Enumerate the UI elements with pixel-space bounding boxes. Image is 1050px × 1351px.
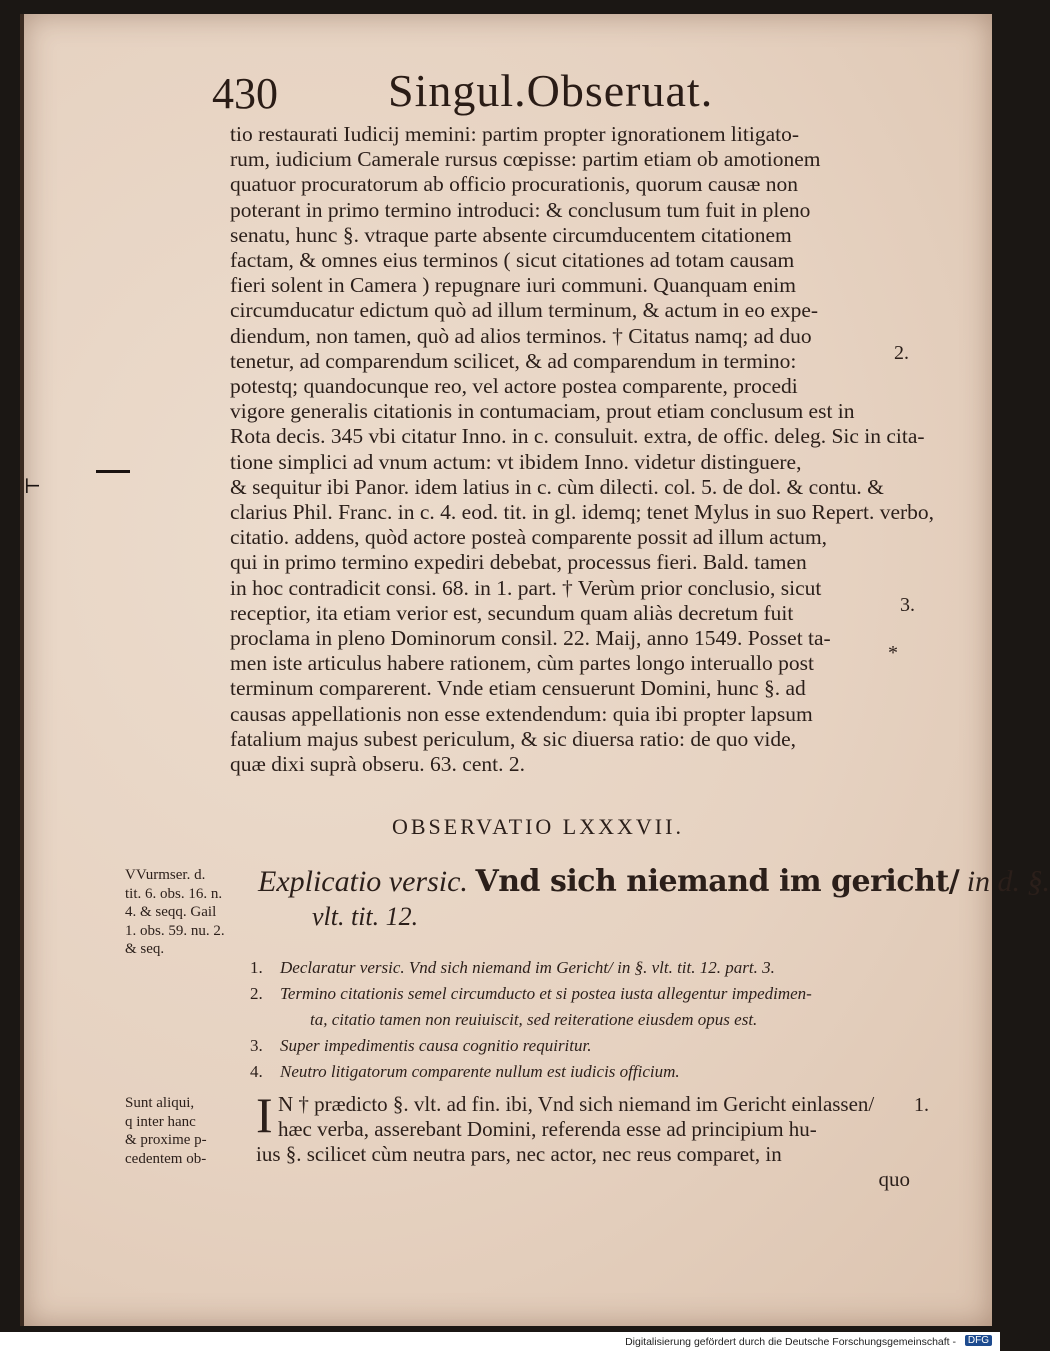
text-line: diendum, non tamen, quò ad alios terminos. † Citatus namq; ad duo [230,323,812,348]
drop-cap: I [256,1087,273,1143]
side-note-line: & seq. [125,941,165,957]
final-text-line: hæc verba, asserebant Domini, referenda esse ad principium hu- [278,1117,817,1141]
text-line: Rota decis. 345 vbi citatur Inno. in c. consuluit. extra, de offic. deleg. Sic in cita- [230,424,925,449]
text-line: tenetur, ad comparendum scilicet, & ad comparendum in termino: [230,348,797,373]
text-line: clarius Phil. Franc. in c. 4. eod. tit. in gl. idemq; tenet Mylus in suo Repert. verbo, [230,500,935,525]
text-line: terminum comparerent. Vnde etiam censuerunt Domini, hunc §. ad [230,676,806,701]
observation-heading: OBSERVATIO LXXXVII. [392,814,684,839]
main-text-block [230,122,935,777]
side-note-line: & proxime p- [125,1132,207,1148]
observation-title [258,864,1050,899]
side-note-line: q inter hanc [125,1113,196,1130]
summary-item [250,1007,910,1033]
summary-text: Declaratur versic. Vnd sich niemand im Gericht/ in §. vlt. tit. 12. part. 3. [280,958,775,977]
summary-item [250,955,910,981]
side-note-line: VVurmser. d. [125,867,206,883]
summary-item [250,1059,910,1085]
text-line: & sequitur ibi Panor. idem latius in c. cùm dilecti. col. 5. de dol. & contu. & [230,474,884,499]
side-note-line: cedentem ob- [125,1150,207,1167]
summary-text: Neutro litigatorum comparente nullum est iudicis officium. [280,1062,680,1081]
text-line: rum, iudicium Camerale rursus cœpisse: partim etiam ob amotionem [230,147,821,172]
page-number: 430 [212,69,278,118]
text-line: vigore generalis citationis in contumaciam, prout etiam conclusum est in [230,399,855,424]
text-line: circumducatur edictum quò ad illum terminum, & actum in eo expe- [230,298,819,323]
final-text-line: ius §. scilicet cùm neutra pars, nec actor, nec reus comparet, in [256,1142,782,1166]
text-line: in hoc contradicit consi. 68. in 1. part. † Verùm prior conclusio, sicut [230,575,822,600]
title-tail: in d. §. [966,865,1050,898]
text-line: fieri solent in Camera ) repugnare iuri communi. Quanquam enim [230,273,796,298]
final-text-block [256,1087,910,1192]
summary-text: Termino citationis semel circumducto et si postea iusta allegentur impedimen- [280,984,812,1003]
summary-number: 4. [250,1062,263,1081]
final-text-line: N † prædicto §. vlt. ad fin. ibi, Vnd sich niemand im Gericht einlassen/ [278,1092,875,1116]
text-line: proclama in pleno Dominorum consil. 22. Maij, anno 1549. Posset ta- [230,626,831,651]
margin-star: * [888,642,898,664]
title-gothic: Vnd sich niemand im gericht/ [475,864,960,899]
side-note-line: 4. & seqq. Gail [125,904,217,920]
side-note-top [125,866,225,959]
summary-item [250,1033,910,1059]
margin-number-1: 1. [914,1094,929,1116]
text-line: potestq; quandocunque reo, vel actore postea comparente, procedi [230,374,798,399]
dfg-logo: DFG [965,1335,992,1346]
text-line: men iste articulus habere rationem, cùm partes longo interuallo post [230,651,814,676]
title-italic: Explicatio versic. [258,865,468,898]
text-line: causas appellationis non esse extendendum: quia ibi propter lapsum [230,701,813,726]
text-line: poterant in primo termino introduci: & conclusum tum fuit in pleno [230,197,811,222]
text-line: senatu, hunc §. vtraque parte absente circumducentem citationem [230,222,792,247]
summary-text: Super impedimentis causa cognitio requiritur. [280,1036,592,1055]
observation-title-line2: vlt. tit. 12. [312,902,419,931]
running-head: Singul.Obseruat. [388,65,714,116]
side-note-bottom [125,1094,207,1168]
text-line: citatio. addens, quòd actore posteà comparente possit ad illum actum, [230,525,828,550]
footer-credit: Digitalisierung gefördert durch die Deutsche Forschungsgemeinschaft - [625,1336,956,1348]
margin-number-2: 2. [894,342,909,364]
side-note-line: 1. obs. 59. nu. 2. [125,922,225,939]
summary-number: 2. [250,984,263,1003]
final-text-line: quo [878,1167,910,1191]
text-line: fatalium majus subest periculum, & sic diuersa ratio: de quo vide, [230,726,797,751]
summary-number: 1. [250,958,263,977]
summary-list [250,955,910,1085]
side-note-line: tit. 6. obs. 16. n. [125,885,223,902]
text-line: qui in primo termino expediri debebat, processus fieri. Bald. tamen [230,550,807,575]
text-line: tio restaurati Iudicij memini: partim propter ignorationem litigato- [230,122,800,146]
summary-text: ta, citatio tamen non reuiuiscit, sed reiteratione eiusdem opus est. [310,1010,758,1029]
ink-dash [96,470,130,473]
margin-number-3: 3. [900,594,915,616]
side-note-line: Sunt aliqui, [125,1095,195,1111]
text-line: factam, & omnes eius terminos ( sicut citationes ad totam causam [230,248,795,273]
text-line: quæ dixi suprà obseru. 63. cent. 2. [230,752,525,777]
text-line: receptior, ita etiam verior est, secundum quam aliàs decretum fuit [230,600,794,625]
summary-item [250,981,910,1007]
ink-mark: ⊢ [24,476,42,498]
text-line: tione simplici ad vnum actum: vt ibidem Inno. videtur distinguere, [230,449,802,474]
summary-number: 3. [250,1036,263,1055]
text-line: quatuor procuratorum ab officio procurationis, quorum causæ non [230,172,799,197]
